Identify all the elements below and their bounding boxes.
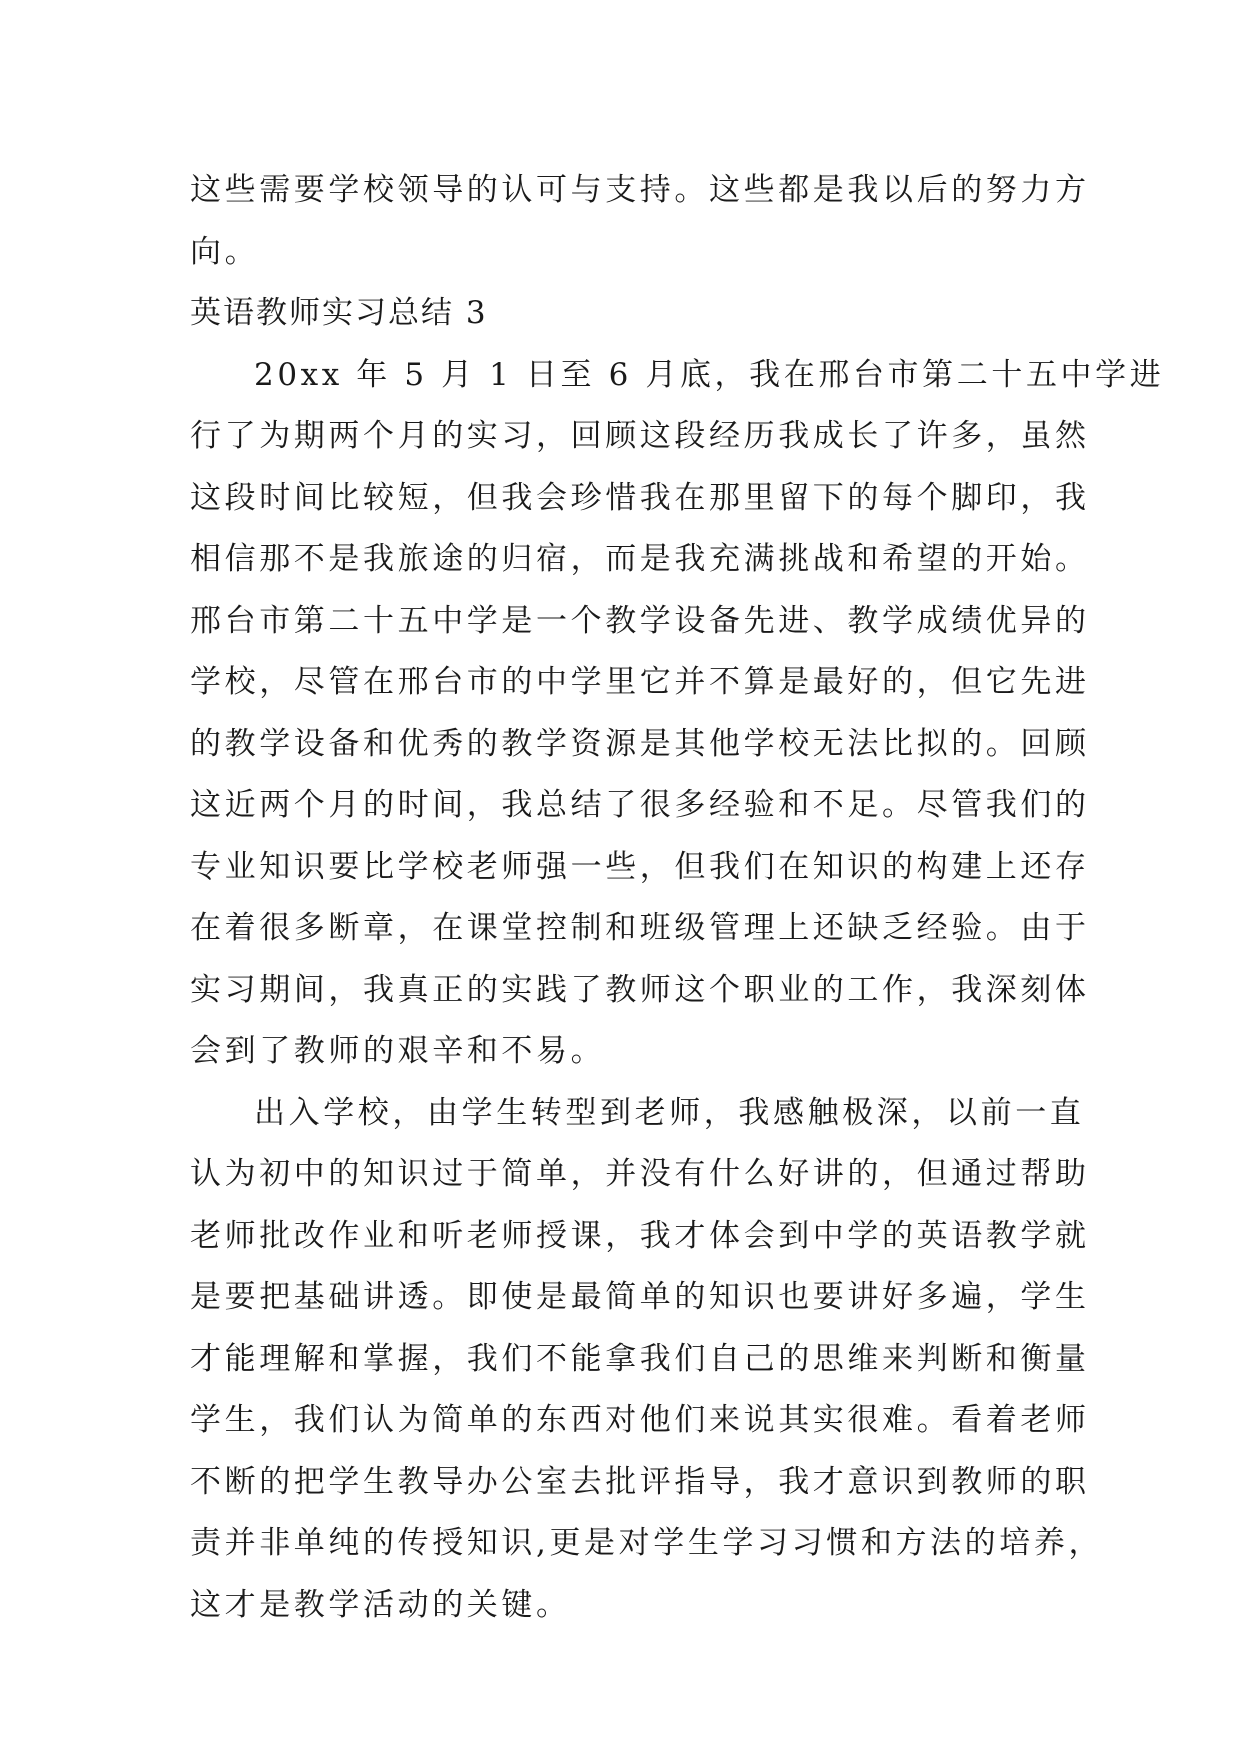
paragraph-2-line: 才能理解和掌握，我们不能拿我们自己的思维来判断和衡量: [190, 1340, 1090, 1377]
paragraph-2-line: 学生，我们认为简单的东西对他们来说其实很难。看着老师: [190, 1402, 1090, 1438]
paragraph-1-line: 在着很多断章，在课堂控制和班级管理上还缺乏经验。由于: [190, 910, 1090, 946]
paragraph-1-line: 这近两个月的时间，我总结了很多经验和不足。尽管我们的: [190, 787, 1090, 823]
paragraph-2-line: 不断的把学生教导办公室去批评指导，我才意识到教师的职: [190, 1463, 1090, 1500]
paragraph-1-line: 实习期间，我真正的实践了教师这个职业的工作，我深刻体: [190, 971, 1090, 1008]
paragraph-1-line: 专业知识要比学校老师强一些，但我们在知识的构建上还存: [190, 848, 1090, 885]
paragraph-2-line: 是要把基础讲透。即使是最简单的知识也要讲好多遍，学生: [190, 1279, 1090, 1315]
paragraph-1-line: 学校，尽管在邢台市的中学里它并不算是最好的，但它先进: [190, 664, 1090, 700]
paragraph-2-line: 认为初中的知识过于简单，并没有什么好讲的，但通过帮助: [190, 1156, 1090, 1192]
paragraph-1-line: 行了为期两个月的实习，回顾这段经历我成长了许多，虽然: [190, 418, 1090, 454]
continuation-line: 这些需要学校领导的认可与支持。这些都是我以后的努力方: [190, 172, 1090, 208]
section-title: 英语教师实习总结 3: [190, 295, 488, 331]
paragraph-1-line: 相信那不是我旅途的归宿，而是我充满挑战和希望的开始。: [190, 541, 1090, 577]
paragraph-2-line: 这才是教学活动的关键。: [190, 1586, 571, 1623]
continuation-line: 向。: [190, 233, 260, 270]
paragraph-2-line: 出入学校，由学生转型到老师，我感触极深，以前一直: [254, 1094, 1085, 1131]
paragraph-1-line: 邢台市第二十五中学是一个教学设备先进、教学成绩优异的: [190, 602, 1090, 639]
document-body: [190, 160, 1165, 1636]
paragraph-1-line: 20xx 年 5 月 1 日至 6 月底，我在邢台市第二十五中学进: [254, 356, 1165, 393]
paragraph-1-line: 的教学设备和优秀的教学资源是其他学校无法比拟的。回顾: [190, 725, 1090, 762]
paragraph-2-line: 老师批改作业和听老师授课，我才体会到中学的英语教学就: [190, 1217, 1090, 1254]
paragraph-2-line: 责并非单纯的传授知识,更是对学生学习习惯和方法的培养，: [190, 1525, 1104, 1561]
paragraph-1-line: 会到了教师的艰辛和不易。: [190, 1033, 606, 1069]
paragraph-1-line: 这段时间比较短，但我会珍惜我在那里留下的每个脚印，我: [190, 479, 1090, 516]
